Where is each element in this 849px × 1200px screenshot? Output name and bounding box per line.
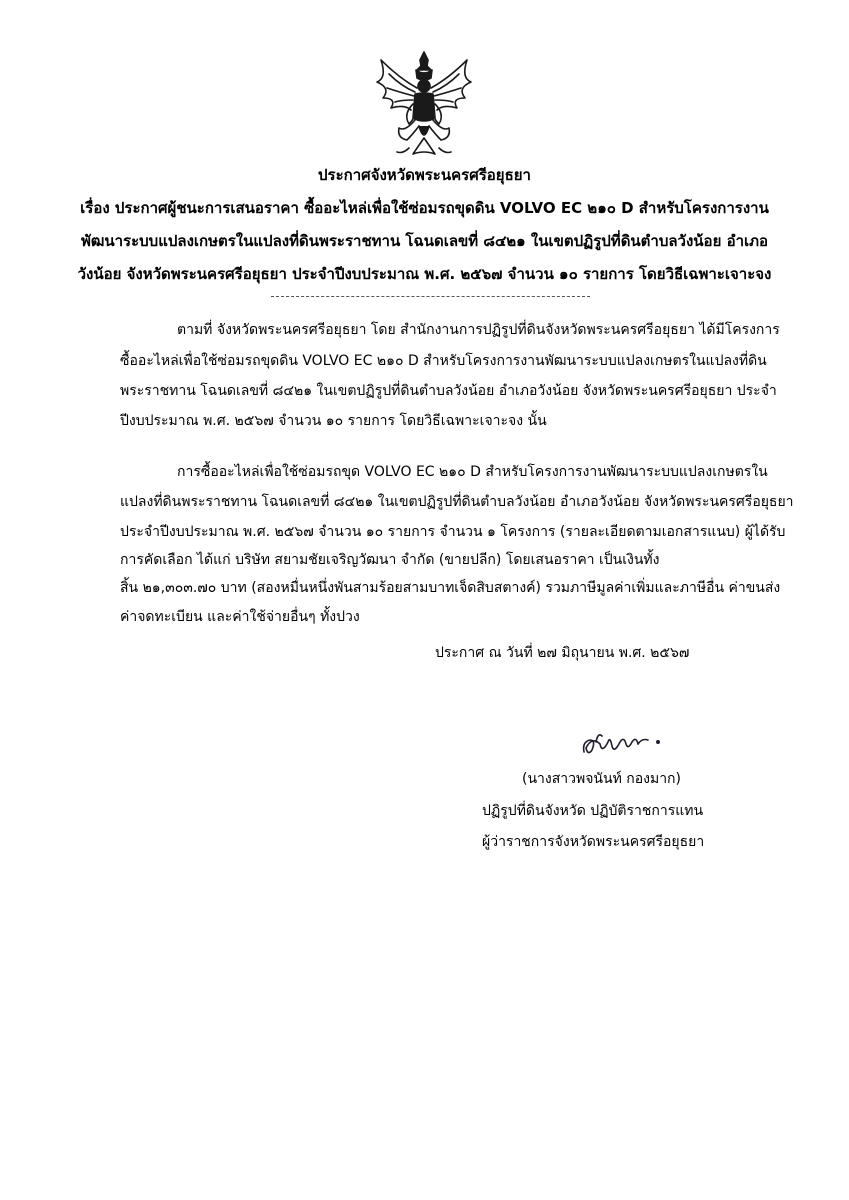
paragraph1-line: ซื้ออะไหล่เพื่อใช้ซ่อมรถขุดดิน VOLVO EC ๒๑๐ D สำหรับโครงการงานพัฒนาระบบแปลงเกษตรในแปลงที่ดิน bbox=[120, 353, 767, 369]
signatory-position: ปฏิรูปที่ดินจังหวัด ปฏิบัติราชการแทน bbox=[482, 803, 704, 819]
paragraph2-line: การซื้ออะไหล่เพื่อใช้ซ่อมรถขุด VOLVO EC ๒๑๐ D สำหรับโครงการงานพัฒนาระบบแปลงเกษตรใน bbox=[177, 464, 768, 480]
signatory-position: ผู้ว่าราชการจังหวัดพระนครศรีอยุธยา bbox=[482, 834, 705, 850]
announcement-date: ประกาศ ณ วันที่ ๒๗ มิถุนายน พ.ศ. ๒๕๖๗ bbox=[435, 645, 690, 661]
paragraph1-line: ตามที่ จังหวัดพระนครศรีอยุธยา โดย สำนักงานการปฏิรูปที่ดินจังหวัดพระนครศรีอยุธยา ได้มีโครงการ bbox=[177, 322, 780, 338]
paragraph2-line: สิ้น ๒๑,๓๐๓.๗๐ บาท (สองหมื่นหนึ่งพันสามร้อยสามบาทเจ็ดสิบสตางค์) รวมภาษีมูลค่าเพิ่มและภาษีอื่น ค่าขนส่ง bbox=[120, 580, 781, 596]
paragraph2-line: การคัดเลือก ได้แก่ บริษัท สยามชัยเจริญวัฒนา จำกัด (ขายปลีก) โดยเสนอราคา เป็นเงินทั้ง bbox=[120, 552, 660, 568]
paragraph2-line: แปลงที่ดินพระราชทาน โฉนดเลขที่ ๘๔๒๑ ในเขตปฏิรูปที่ดินตำบลวังน้อย อำเภอวังน้อย จังหวัดพระนครศรีอยุธยา bbox=[120, 494, 794, 510]
paragraph2-line: ประจำปีงบประมาณ พ.ศ. ๒๕๖๗ จำนวน ๑๐ รายการ จำนวน ๑ โครงการ (รายละเอียดตามเอกสารแนบ) ผู้ได้รับ bbox=[120, 524, 786, 540]
subject-line: พัฒนาระบบแปลงเกษตรในแปลงที่ดินพระราชทาน โฉนดเลขที่ ๘๔๒๑ ในเขตปฏิรูปที่ดินตำบลวังน้อย อำเภอ bbox=[80, 232, 769, 250]
garuda-emblem-icon bbox=[369, 48, 479, 160]
subject-line: วังน้อย จังหวัดพระนครศรีอยุธยา ประจำปีงบประมาณ พ.ศ. ๒๕๖๗ จำนวน ๑๐ รายการ โดยวิธีเฉพาะเจาะจง bbox=[77, 265, 772, 283]
divider bbox=[271, 296, 590, 297]
paragraph1-line: ปีงบประมาณ พ.ศ. ๒๕๖๗ จำนวน ๑๐ รายการ โดยวิธีเฉพาะเจาะจง นั้น bbox=[120, 413, 547, 429]
paragraph1-line: พระราชทาน โฉนดเลขที่ ๘๔๒๑ ในเขตปฏิรูปที่ดินตำบลวังน้อย อำเภอวังน้อย จังหวัดพระนครศรีอยุธยา ประจำ bbox=[120, 383, 777, 399]
paragraph2-line: ค่าจดทะเบียน และค่าใช้จ่ายอื่นๆ ทั้งปวง bbox=[120, 609, 360, 625]
handwritten-signature-icon bbox=[578, 724, 678, 764]
announcement-title: ประกาศจังหวัดพระนครศรีอยุธยา bbox=[318, 166, 531, 184]
signatory-name: (นางสาวพจนันท์ กองมาก) bbox=[522, 771, 681, 787]
subject-line: เรื่อง ประกาศผู้ชนะการเสนอราคา ซื้ออะไหล่เพื่อใช้ซ่อมรถขุดดิน VOLVO EC ๒๑๐ D สำหรับโครงการงาน bbox=[80, 199, 769, 217]
